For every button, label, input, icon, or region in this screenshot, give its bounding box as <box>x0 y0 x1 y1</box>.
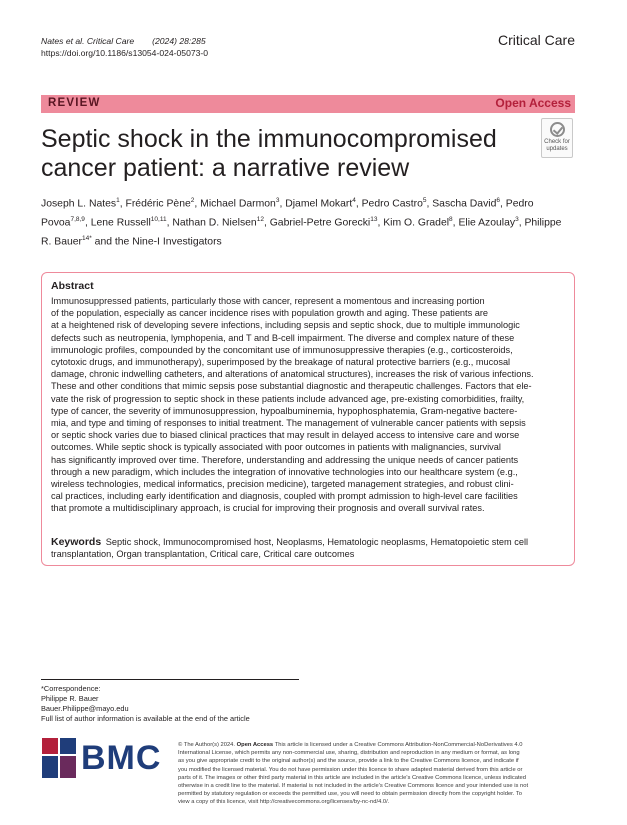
author-affiliation: 3 <box>515 216 519 224</box>
check-updates-text: Check for updates <box>544 139 570 152</box>
license-line: otherwise in a credit line to the material. If material is not included in the article's Creative Commons licence and your intended use is not <box>178 783 529 790</box>
abstract-line: Immunosuppressed patients, particularly those with cancer, represent a momentous and increasing portion <box>51 296 485 306</box>
abstract-line: These and other conditions that mimic sepsis pose substantial diagnostic and therapeutic challenges. Factors that ele- <box>51 381 532 392</box>
license-sentence: This article is licensed under a Creative Commons Attribution-NonCommercial-NoDerivatives 4.0 <box>274 742 523 748</box>
copyright-notice: © The Author(s) 2024. <box>178 742 236 748</box>
article-type-bar <box>41 95 575 113</box>
author-affiliation: 12 <box>256 216 264 224</box>
author-name: Frédéric Pène <box>125 198 191 210</box>
author-affiliation: 14* <box>82 235 92 243</box>
author-affiliation: 5 <box>422 197 427 204</box>
bmc-logo <box>42 738 160 778</box>
author-affiliation: 4 <box>352 197 356 204</box>
author-affiliation: 1 <box>116 197 120 204</box>
keywords-line-2: transplantation, Organ transplantation, Critical care, Critical care outcomes <box>51 549 355 560</box>
doi-link[interactable]: https://doi.org/10.1186/s13054-024-05073-0 <box>41 48 209 58</box>
license-line: International License, which permits any non-commercial use, sharing, distribution and reproduction in any medium or format, as long <box>178 750 520 757</box>
journal-name: Critical Care <box>497 32 575 48</box>
author-name: Pedro Povoa <box>41 198 534 229</box>
abstract-line: that promote a multidisciplinary approach, is crucial for improving their prognosis and overall survival rates. <box>51 503 485 514</box>
bmc-logo-mark <box>42 738 76 778</box>
abstract-line: wireless technologies, medical informatics, precision medicine), targeted management strategies, and robust clini- <box>51 479 514 490</box>
abstract-line: cytotoxic drugs, and immunotherapy), superimposed by the breakage of natural protective barriers (e.g., mucosal <box>51 357 511 368</box>
abstract-line: at a heightened risk of developing severe infections, including sepsis and septic shock, due to multiple immunologic <box>51 320 520 331</box>
abstract-line: of the population, especially as cancer incidence rises with population growth and aging. These patients are <box>51 308 489 319</box>
abstract-line: type of cancer, the severity of immunosuppression, hypoalbuminemia, hypophosphatemia, Gram-negative bactere- <box>51 405 518 416</box>
abstract-line: cal practices, including early identification and diagnosis, coupled with prompt admission to high-level care facilities <box>51 491 518 502</box>
license-line: parts of it. The images or other third party material in this article are included in the article's Creative Commons licence, unless indicated <box>178 774 527 781</box>
correspondence-label: *Correspondence: <box>41 684 101 693</box>
abstract-line: immunologic profiles, compounded by the concomitant use of immunosuppressive therapies (e.g., corticosteroids, <box>51 344 513 355</box>
author-name: Gabriel-Petre Gorecki <box>269 217 371 229</box>
abstract-line: vate the risk of progression to septic shock in these patients include advanced age, pre-existing comorbidities, frailty, <box>51 393 525 404</box>
license-line: permitted by statutory regulation or exceeds the permitted use, you will need to obtain permission directly from the copyright holder. To <box>178 791 523 798</box>
check-for-updates-badge[interactable] <box>541 118 573 158</box>
author-name: Philippe R. Bauer <box>41 217 562 248</box>
check-updates-icon <box>550 122 565 137</box>
author-affiliation: 6 <box>496 197 500 204</box>
author-name: Michael Darmon <box>200 198 276 210</box>
author-name: Lene Russell <box>90 217 151 229</box>
author-list: Joseph L. Nates$^1$, Frédéric Pène$^2$, Michael Darmon$^3$, Djamel Mokart$^4$, Pedro Castro$^5$, Sascha David$^6$, Pedro Povoa$^{7,8,9}$, Lene Russell$^{10,11}$, Nathan D. Nielsen$^{12}$, Gabriel-Petre Gorecki$^{13}$, Kim O. Gradel$^8$, Elie Azoulay$^3$, Philippe R. Bauer$^{14*}$ and the Nine-I Investigators <box>41 197 562 248</box>
correspondence-email[interactable]: Bauer.Philippe@mayo.edu <box>41 704 129 713</box>
author-name: Sascha David <box>432 198 497 210</box>
license-line: view a copy of this licence, visit http://creativecommons.org/licenses/by-nc-nd/4.0/. <box>178 799 390 806</box>
abstract-line: outcomes. While septic shock is typically associated with poor outcomes in patients with malignancies, survival <box>51 442 501 453</box>
author-group: and the Nine-I Investigators <box>94 236 222 248</box>
article-type-label: REVIEW <box>48 97 101 109</box>
abstract-text <box>51 295 565 515</box>
author-name: Elie Azoulay <box>458 217 516 229</box>
author-affiliation: 2 <box>190 197 195 204</box>
header-year-volume: (2024) 28:285 <box>152 36 206 46</box>
author-name: Pedro Castro <box>361 198 423 210</box>
keywords <box>51 536 565 560</box>
author-affiliation: 13 <box>370 216 378 224</box>
article-title: Septic shock in the immunocompromised cancer patient: a narrative review <box>41 125 497 182</box>
license-line: you modified the licensed material. You do not have permission under this licence to share adapted material derived from this article or <box>178 766 523 773</box>
header-authors: Nates et al. Critical Care <box>41 36 135 46</box>
abstract-line: through a new paradigm, which includes the integration of innovative technologies into our healthcare system (e.g., <box>51 466 518 477</box>
abstract-line: has significantly improved over time. Therefore, understanding and addressing the unique needs of cancer patients <box>51 454 519 465</box>
open-access-label: Open Access <box>495 96 571 110</box>
author-affiliation: 10,11 <box>150 216 167 224</box>
author-affiliation: 7,8,9 <box>70 216 85 224</box>
footnote-divider <box>41 679 299 680</box>
license-text <box>178 741 578 807</box>
keywords-heading: Keywords <box>51 536 102 548</box>
license-line <box>178 741 578 749</box>
correspondence-footnote <box>41 684 250 724</box>
license-line: as you give appropriate credit to the original author(s) and the source, provide a link to the Creative Commons licence, and indicate if <box>178 758 519 765</box>
correspondence-name: Philippe R. Bauer <box>41 694 99 703</box>
abstract-heading: Abstract <box>51 280 94 292</box>
abstract-line: damage, chronic indwelling catheters, and alterations of anatomical structures), increases the risk of various infections. <box>51 369 534 380</box>
keywords-line-1: Septic shock, Immunocompromised host, Neoplasms, Hematologic neoplasms, Hematopoietic stem cell <box>105 537 529 547</box>
bmc-logo-text: BMC <box>81 739 162 777</box>
author-name: Djamel Mokart <box>285 198 353 210</box>
author-name: Joseph L. Nates <box>41 198 117 210</box>
author-affiliation: 8 <box>449 216 453 224</box>
author-name: Kim O. Gradel <box>383 217 450 229</box>
abstract-box <box>41 272 575 566</box>
license-open-access: Open Access <box>236 742 274 748</box>
author-info-note: Full list of author information is available at the end of the article <box>41 714 250 723</box>
running-header <box>41 35 208 59</box>
author-name: Nathan D. Nielsen <box>172 217 257 229</box>
abstract-line: defects such as neutropenia, lymphopenia, and T and B-cell impairment. The diverse and complex nature of these <box>51 332 515 343</box>
author-affiliation: 3 <box>275 197 280 204</box>
abstract-line: or septic shock varies due to biased clinical practices that may result in delayed access to intensive care and worse <box>51 430 520 441</box>
abstract-line: mia, and type and timing of responses to initial treatment. The management of vulnerable cancer patients with sepsis <box>51 418 526 429</box>
